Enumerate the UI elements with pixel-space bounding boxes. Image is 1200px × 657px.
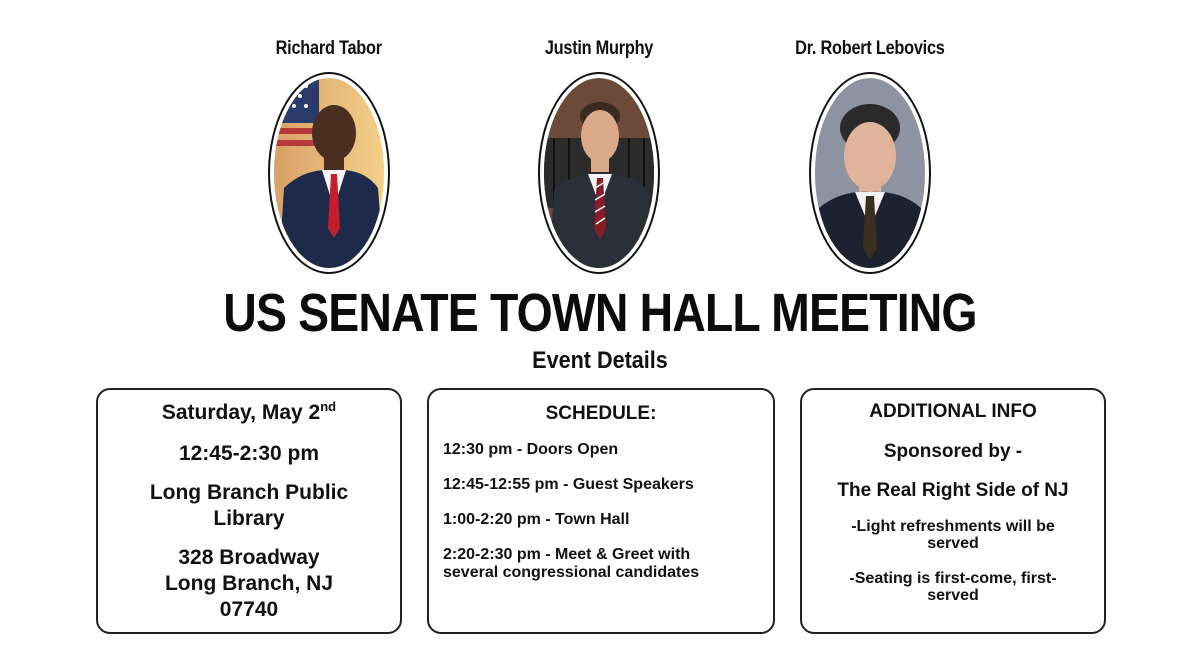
schedule-item: 2:20-2:30 pm - Meet & Greet with <box>443 546 691 563</box>
schedule-item: 12:30 pm - Doors Open <box>443 441 619 458</box>
address-line-2: Long Branch, NJ <box>164 572 333 595</box>
portrait-frame <box>809 72 931 274</box>
venue-line-2: Library <box>213 507 285 530</box>
speaker-name: Richard Tabor <box>275 38 383 59</box>
additional-info-heading: ADDITIONAL INFO <box>869 401 1037 422</box>
speaker-name: Dr. Robert Lebovics <box>795 38 945 59</box>
note-seating-line-2: served <box>927 587 979 604</box>
sponsor-name: The Real Right Side of NJ <box>837 480 1069 501</box>
speaker-name: Justin Murphy <box>544 38 654 59</box>
speaker-justin-murphy <box>489 38 709 60</box>
venue-line-1: Long Branch Public <box>149 481 349 504</box>
portrait-frame <box>268 72 390 274</box>
speaker-richard-tabor <box>219 38 439 60</box>
portrait-photo-icon <box>544 78 654 268</box>
event-details-card <box>96 388 402 634</box>
event-details-heading: Event Details <box>532 347 668 374</box>
sponsored-by-label: Sponsored by - <box>883 441 1023 462</box>
schedule-item: several congressional candidates <box>443 564 700 581</box>
schedule-card <box>427 388 775 634</box>
page-title: US SENATE TOWN HALL MEETING <box>223 283 977 343</box>
speaker-robert-lebovics <box>760 38 980 60</box>
schedule-item: 1:00-2:20 pm - Town Hall <box>443 511 630 528</box>
schedule-item: 12:45-12:55 pm - Guest Speakers <box>443 476 694 493</box>
note-refreshments-line-1: -Light refreshments will be <box>851 518 1055 535</box>
address-line-3: 07740 <box>219 598 279 621</box>
address-line-1: 328 Broadway <box>178 546 320 569</box>
note-refreshments-line-2: served <box>927 535 979 552</box>
note-seating-line-1: -Seating is first-come, first- <box>849 570 1057 587</box>
event-date: Saturday, May 2nd <box>161 399 337 424</box>
additional-info-card <box>800 388 1106 634</box>
portrait-photo-icon <box>274 78 384 268</box>
portrait-photo-icon <box>815 78 925 268</box>
portrait-frame <box>538 72 660 274</box>
event-time: 12:45-2:30 pm <box>178 442 320 465</box>
schedule-heading: SCHEDULE: <box>545 403 657 424</box>
